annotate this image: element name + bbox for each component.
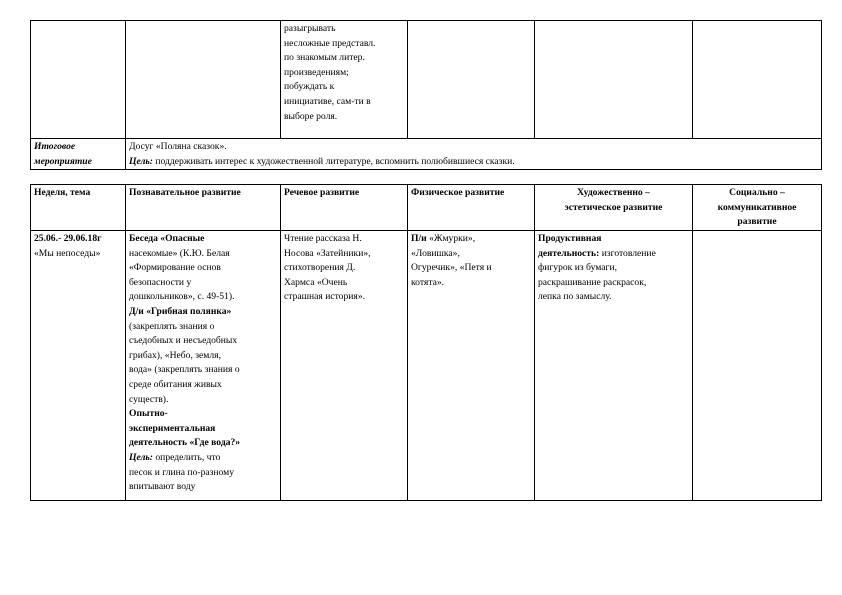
header-physical: Физическое развитие [408,185,535,231]
final-event-goal [129,155,818,170]
schedule-table [30,184,822,501]
cell-empty-5 [535,21,693,139]
cell-social [693,231,822,501]
text-line: выборе роля. [284,110,338,122]
header-social: Социально – коммуникативное развитие [693,185,822,231]
text-line: разыгрывать [284,23,336,34]
goal-text: поддерживать интерес к художественной литературе, вспомнить полюбившиеся сказки. [152,155,515,167]
header-cognitive: Познавательное развитие [126,185,281,231]
header-artistic: Художественно – эстетическое развитие [535,185,693,231]
goal-label: Цель: [129,155,153,167]
cell-speech: Чтение рассказа Н. Носова «Затейники», стихотворения Д. Хармса «Очень страшная история». [281,231,408,501]
cell-empty-6 [693,21,822,139]
cell-empty-1 [31,21,126,139]
text-line: побуждать к [284,81,335,93]
text-line: несложные представл. [284,37,376,49]
final-event-text: Досуг «Поляна сказок». [129,141,227,152]
cell-speech-continuation [281,21,408,139]
final-event-label: Итоговое мероприятие [31,139,126,170]
header-speech: Речевое развитие [281,185,408,231]
text-line: по знакомым литер. [284,52,365,64]
cell-physical: П/и «Жмурки», «Ловишка», Огуречик», «Петя и котята». [408,231,535,501]
cell-cognitive: Беседа «Опасные насекомые» (К.Ю. Белая «Формирование основ безопасности у дошкольников», с. 49-51). Д/и «Грибная полянка» (закреплять знания о съедобных и несъедобных грибах), «Небо, земля, вода» (закреплять знания о среде обитания живых существ). Опытно- экспериментальная деятельность «Где вода?» Цель: определить, что песок и глина по-разному впитывают воду [126,231,281,501]
header-week: Неделя, тема [31,185,126,231]
cell-artistic: Продуктивная деятельность: изготовление фигурок из бумаги, раскрашивание раскрасок, лепка по замыслу. [535,231,693,501]
text-line: инициативе, сам-ти в [284,95,371,107]
text-line: произведениям; [284,66,349,78]
cell-week [31,231,126,501]
top-table [30,20,822,170]
header-row [31,185,822,231]
week-dates: 25.06.- 29.06.18г [34,233,102,244]
table-row [31,231,822,501]
week-theme: «Мы непоседы» [34,247,101,259]
final-event-description [126,139,822,170]
goal-label: Цель: [129,451,153,463]
cell-empty-4 [408,21,535,139]
cell-empty-2 [126,21,281,139]
